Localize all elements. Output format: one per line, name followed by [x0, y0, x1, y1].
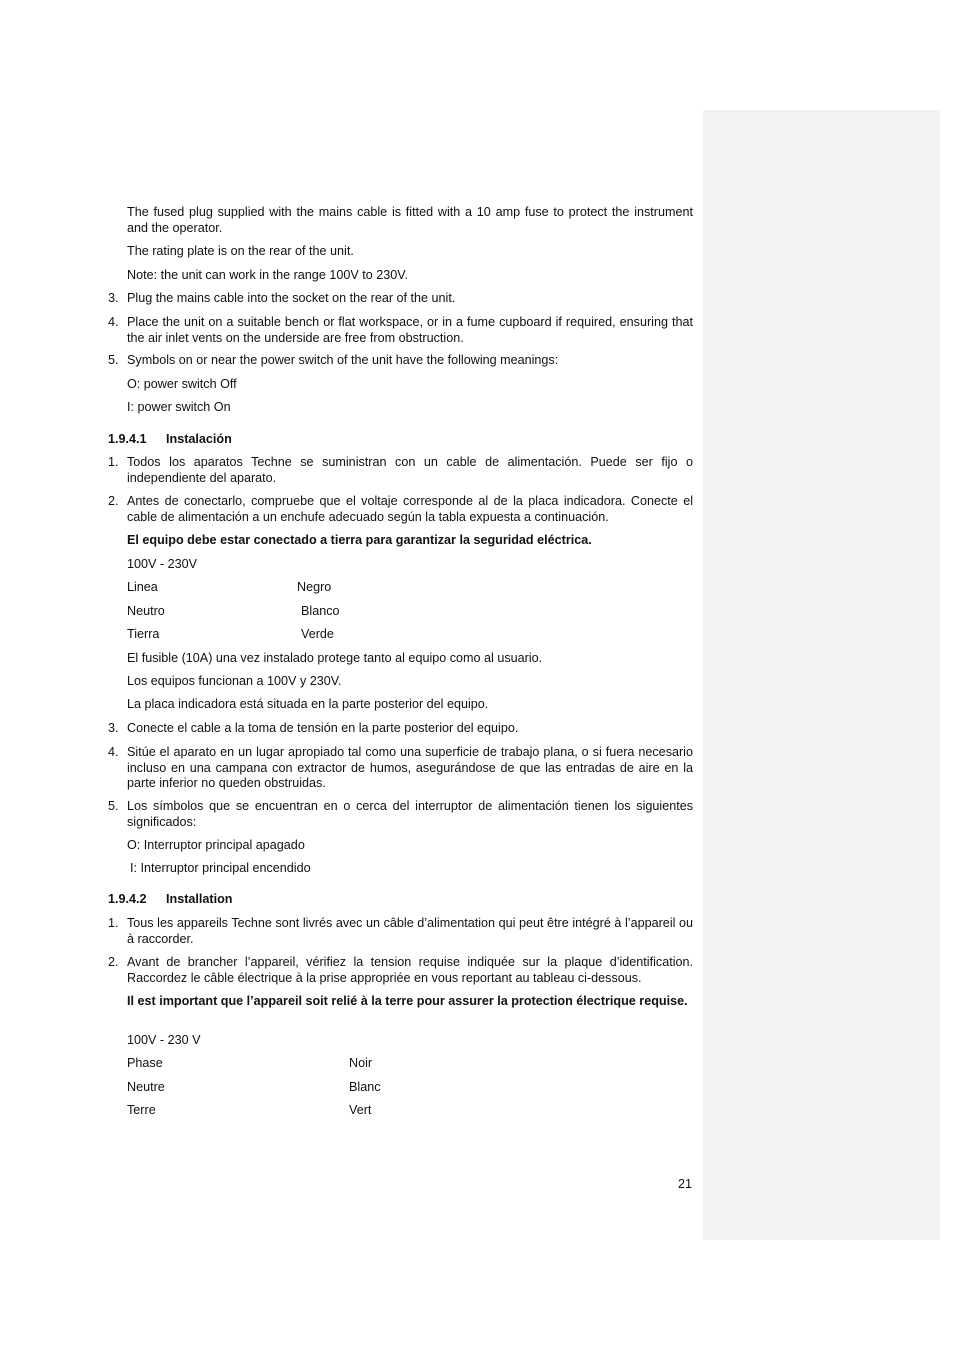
- es-heading-number: 1.9.4.1: [108, 432, 147, 446]
- es-item-4-number: 4.: [108, 745, 119, 759]
- fr-heading-title: Installation: [166, 892, 233, 906]
- fr-item-1-text: Tous les appareils Techne sont livrés avec un câble d’alimentation qui peut être intégré à l’appareil ou à raccorder.: [127, 916, 693, 946]
- es-voltage: 100V - 230V: [127, 557, 198, 571]
- es-item-5-number: 5.: [108, 799, 119, 813]
- fr-item-2-number: 2.: [108, 955, 119, 969]
- fr-wire-color: Noir: [349, 1056, 373, 1070]
- es-item-1-number: 1.: [108, 455, 119, 469]
- fr-wire-term: Phase: [127, 1056, 163, 1070]
- page-number: 21: [677, 1177, 692, 1191]
- fr-item-1-number: 1.: [108, 916, 119, 930]
- es-section-heading: [108, 432, 232, 448]
- es-item-5-text: Los símbolos que se encuentran en o cerca del interruptor de alimentación tienen los siguientes significados:: [127, 799, 693, 829]
- en-item-3-text: Plug the mains cable into the socket on the rear of the unit.: [127, 291, 456, 305]
- en-item-4-number: 4.: [108, 315, 119, 329]
- es-wire-term: Tierra: [127, 627, 160, 641]
- es-item-2-text: Antes de conectarlo, compruebe que el voltaje corresponde al de la placa indicadora. Conecte el cable de alimentación a un enchufe adecuado según la tabla expuesta a continuación.: [127, 494, 693, 524]
- fr-heading-number: 1.9.4.2: [108, 892, 147, 906]
- es-ground-warning: El equipo debe estar conectado a tierra para garantizar la seguridad eléctrica.: [127, 533, 592, 547]
- es-wire-term: Neutro: [127, 604, 165, 618]
- es-item-1-text: Todos los aparatos Techne se suministran con un cable de alimentación. Puede ser fijo o independiente del aparato.: [127, 455, 693, 485]
- es-item-3-number: 3.: [108, 721, 119, 735]
- en-rating-plate: The rating plate is on the rear of the unit.: [127, 244, 354, 258]
- en-symbol-off: O: power switch Off: [127, 377, 237, 391]
- es-item-2-number: 2.: [108, 494, 119, 508]
- es-item-4-text: Sitúe el aparato en un lugar apropiado tal como una superficie de trabajo plana, o si fuera necesario incluso en una campana con extractor de humos, asegurándose de que las entradas de aire en la parte inferior no queden obstruidas.: [127, 745, 693, 790]
- en-item-5-number: 5.: [108, 353, 119, 367]
- fr-wire-color: Vert: [349, 1103, 372, 1117]
- es-wire-color: Negro: [297, 580, 332, 594]
- es-symbol-on: I: Interruptor principal encendido: [130, 861, 311, 875]
- es-wire-color: Blanco: [301, 604, 340, 618]
- en-symbol-on: I: power switch On: [127, 400, 231, 414]
- es-voltage-text: Los equipos funcionan a 100V y 230V.: [127, 674, 342, 688]
- en-item-5-text: Symbols on or near the power switch of the unit have the following meanings:: [127, 353, 559, 367]
- es-item-3-text: Conecte el cable a la toma de tensión en la parte posterior del equipo.: [127, 721, 519, 735]
- fr-ground-warning: Il est important que l’appareil soit relié à la terre pour assurer la protection électrique requise.: [127, 994, 688, 1008]
- fr-wire-term: Neutre: [127, 1080, 165, 1094]
- en-fuse-text: The fused plug supplied with the mains cable is fitted with a 10 amp fuse to protect the instrument and the operator.: [127, 205, 693, 235]
- fr-section-heading: [108, 892, 232, 908]
- fr-wire-color: Blanc: [349, 1080, 381, 1094]
- es-plate-text: La placa indicadora está situada en la parte posterior del equipo.: [127, 697, 489, 711]
- fr-item-2-text: Avant de brancher l’appareil, vérifiez la tension requise indiquée sur la plaque d’identification. Raccordez le câble électrique à la prise appropriée en vous reportant au tableau ci-dessous.: [127, 955, 693, 985]
- en-item-3-number: 3.: [108, 291, 119, 305]
- en-note: Note: the unit can work in the range 100V to 230V.: [127, 268, 408, 282]
- es-fuse-text: El fusible (10A) una vez instalado protege tanto al equipo como al usuario.: [127, 651, 543, 665]
- es-heading-title: Instalación: [166, 432, 232, 446]
- es-wire-color: Verde: [301, 627, 334, 641]
- fr-wire-term: Terre: [127, 1103, 156, 1117]
- fr-voltage: 100V - 230 V: [127, 1033, 201, 1047]
- es-wire-term: Linea: [127, 580, 158, 594]
- es-symbol-off: O: Interruptor principal apagado: [127, 838, 305, 852]
- en-item-4-text: Place the unit on a suitable bench or flat workspace, or in a fume cupboard if required, ensuring that the air inlet vents on the underside are free from obstruction.: [127, 315, 693, 345]
